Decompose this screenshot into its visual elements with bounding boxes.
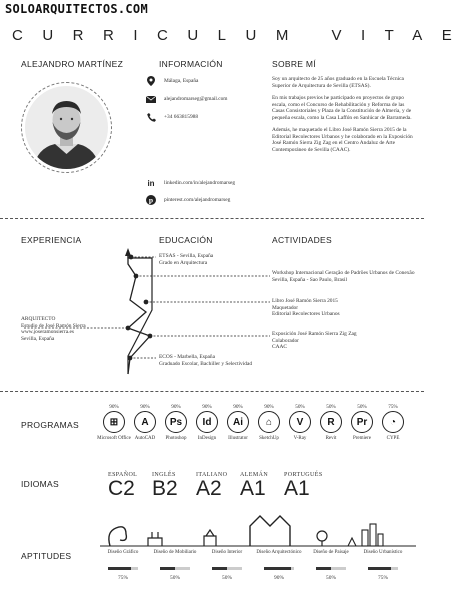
skill-pct: 75% [118,574,128,581]
program-label: Photoshop [165,436,187,441]
etsas-sub: Grado en Arquitectura [159,259,208,266]
language-level: C2 [108,477,135,500]
cv-title: CURRICULUM VITAE [12,27,471,44]
about-p1: Soy un arquitecto de 25 años graduado en la Escuela Técnica Superior de Arquitectura de Sevilla (ETSAS). [272,76,404,89]
location-text: Málaga, España [164,77,199,84]
about-p2: En mis trabajos previos he participado en proyectos de grupo escala, como el Concurso de Rehabilitación y Reforma de las Casas Consistoriales y Plaza de la Constitución de Almería, y de pequeña escala, como la Casa Laffón en Sanlúcar de Barrameda. [272,95,412,121]
cype-icon: ◔ [382,411,404,433]
program-pct: 90% [264,404,274,410]
language-level: B2 [152,477,178,500]
language-name: ALEMÁN [240,472,269,478]
skill-bar-fill [160,567,175,570]
section-divider [0,391,424,392]
idiomas-list [108,472,418,504]
arquitecto-sub1: Estudio de José Ramón Sierra [21,322,86,329]
language-name: PORTUGUÉS [284,472,323,478]
revit-icon: R [320,411,342,433]
language-level: A2 [196,477,222,500]
expo-title: Exposición José Ramón Sierra Zig Zag [272,331,357,337]
program-pct: 90% [233,404,243,410]
section-divider [0,218,424,219]
timeline-ecos [159,354,274,367]
program-item [375,404,411,442]
aptitudes-sketch [100,512,416,552]
language-item [240,472,268,500]
program-label: V-Ray [293,436,307,441]
linkedin-icon: in [147,178,155,188]
language-item [152,472,178,500]
program-label: AutoCAD [134,436,156,441]
idiomas-heading: IDIOMAS [21,479,59,489]
skill-item [358,550,408,581]
language-level: A1 [284,477,310,500]
avatar [21,82,112,173]
timeline-expo [272,331,417,351]
sketchup-icon: ⌂ [258,411,280,433]
program-pct: 90% [171,404,181,410]
skill-item [306,550,356,581]
skill-bar [316,567,346,570]
programas-heading: PROGRAMAS [21,420,79,430]
skill-bar-fill [108,567,131,570]
skill-pct: 50% [170,574,180,581]
language-name: ITALIANO [196,472,228,478]
pinterest-icon [146,195,156,205]
location-pin-icon [146,76,156,86]
linkedin-link[interactable]: linkedin.com/in/alejandromarseg [164,179,236,186]
program-pct: 90% [140,404,150,410]
email-link[interactable]: alejandromarseg@gmail.com [164,95,228,102]
skill-bar [108,567,138,570]
aptitudes-heading: APTITUDES [21,551,72,561]
skill-label: Diseño de Mobiliario [153,550,197,555]
skill-item [98,550,148,581]
premiere-icon: Pr [351,411,373,433]
skill-bar-fill [368,567,391,570]
skill-pct: 90% [274,574,284,581]
skill-label: Diseño Gráfico [107,550,139,555]
about-p3: Además, he maquetado el Libro José Ramón Sierra 2015 de la Editorial Recolectores Urbanos y he colaborado en la Exposición José Ramón Sierra Zig Zag en el Centro Andaluz de Arte Contemporáneo de Sevilla (CAAC). [272,127,413,153]
pinterest-link[interactable]: pinterest.com/alejandromarseg [164,196,231,203]
indesign-icon: Id [196,411,218,433]
language-name: ESPAÑOL [108,472,138,478]
skill-label: Diseño Urbanístico [363,550,403,555]
info-heading: INFORMACIÓN [159,59,223,69]
microsoft-office-icon: ⊞ [103,411,125,433]
timeline-etsas [159,253,269,266]
actividades-heading: ACTIVIDADES [272,235,332,245]
language-item [108,472,137,500]
skill-bar-fill [264,567,291,570]
workshop-title: Workshop Internacional Geração de Padrões Urbanos de Conexão [272,270,415,276]
expo-sub2: CAAC [272,344,287,350]
skill-bar-fill [212,567,227,570]
arquitecto-link[interactable]: www.joseramonsierra.es [21,329,74,335]
ecos-title: ECOS - Marbella, España [159,354,215,360]
portrait-image [25,86,108,169]
arquitecto-title: ARQUITECTO [21,316,56,322]
libro-sub1: Maquetador [272,304,299,311]
program-pct: 50% [326,404,336,410]
libro-sub2: Editorial Recolectores Urbanos [272,311,340,317]
skill-item [150,550,200,581]
program-pct: 50% [357,404,367,410]
arquitecto-sub3: Sevilla, España [21,335,55,342]
skill-pct: 50% [326,574,336,581]
educacion-heading: EDUCACIÓN [159,235,213,245]
language-item [196,472,227,500]
timeline-workshop [272,270,417,283]
skill-bar [160,567,190,570]
skill-label: Diseño Interior [211,550,243,555]
phone-text: +34 663815988 [164,113,199,120]
skill-bar-fill [316,567,331,570]
aptitudes-list [98,550,416,590]
program-pct: 90% [202,404,212,410]
program-label: CYPE [386,436,400,441]
etsas-title: ETSAS - Sevilla, España [159,253,214,259]
program-label: Premiere [352,436,372,441]
program-label: Microsoft Office [97,436,131,441]
program-label: Illustrator [228,436,248,441]
phone-icon [146,112,156,122]
about-text [272,76,413,153]
skill-bar [264,567,294,570]
ecos-sub: Graduado Escolar, Bachiller y Selectividad [159,360,253,367]
svg-text:p: p [148,195,154,205]
program-label: Revit [325,436,337,441]
programas-list [96,404,416,454]
program-pct: 75% [388,404,398,410]
timeline-arquitecto [21,316,121,342]
email-icon [146,94,156,104]
expo-sub1: Colaborador [272,337,299,344]
skill-pct: 50% [222,574,232,581]
language-level: A1 [240,477,266,500]
libro-title: Libro José Ramón Sierra 2015 [272,298,338,304]
photoshop-icon: Ps [165,411,187,433]
timeline-libro [272,298,417,318]
workshop-sub: Sevilla, España - Sao Paulo, Brasil [272,276,348,283]
site-brand: SOLOARQUITECTOS.COM [5,2,148,16]
skill-label: Diseño de Paisaje [313,550,349,555]
program-label: InDesign [197,436,217,441]
program-pct: 90% [109,404,119,410]
skill-bar [368,567,398,570]
skill-pct: 75% [378,574,388,581]
illustrator-icon: Ai [227,411,249,433]
program-label: SketchUp [259,436,279,441]
person-name: ALEJANDRO MARTÍNEZ [21,59,124,69]
language-name: INGLÉS [152,472,176,478]
autocad-icon: A [134,411,156,433]
program-pct: 50% [295,404,305,410]
vray-icon: V [289,411,311,433]
skill-item [254,550,304,581]
experiencia-heading: EXPERIENCIA [21,235,82,245]
about-heading: SOBRE MÍ [272,59,316,69]
skill-label: Diseño Arquitectónico [256,550,302,555]
skill-bar [212,567,242,570]
skill-item [202,550,252,581]
language-item [284,472,323,500]
